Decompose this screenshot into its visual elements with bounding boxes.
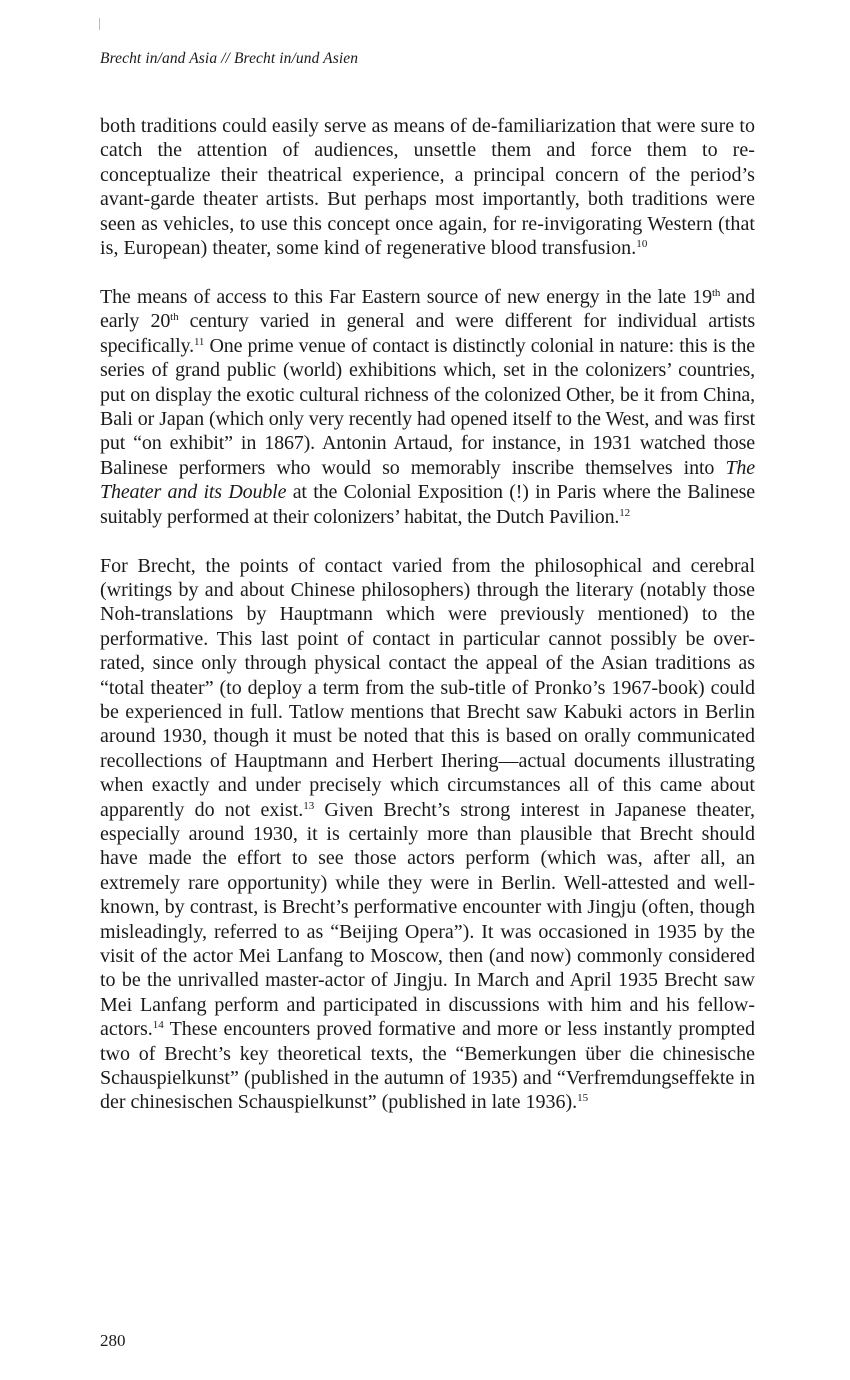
- footnote-ref: 12: [619, 506, 630, 519]
- text-run: Given Brecht’s strong interest in Japanese theater, especially around 1930, it is certainly more than plausible that Brecht should have made the effort to see those actors perform (which was, after all, an extremely rare opportunity) while they were in Berlin. Well-attested and well-known, by contrast, is Brecht’s performative encounter with Jingju (often, though misleadingly, referred to as “Beijing Opera”). It was occasioned in 1935 by the visit of the actor Mei Lanfang to Moscow, then (and now) commonly considered to be the unrivalled master-actor of Jingju. In March and April 1935 Brecht saw Mei Lanfang perform and participated in discussions with him and his fellow-actors.: [100, 798, 756, 1041]
- running-head: Brecht in/and Asia // Brecht in/und Asien: [100, 50, 359, 67]
- text-run: at the Colonial Exposition (!) in Paris where the Balinese suitably performed at their colonizers’ habitat, the Dutch Pavilion.: [100, 481, 755, 528]
- footnote-ref: 11: [193, 335, 205, 348]
- paragraph-2: [100, 285, 755, 529]
- text-run: and early 20: [100, 285, 755, 333]
- footnote-ref: 13: [303, 799, 315, 812]
- text-run: One prime venue of contact is distinctly colonial in nature: this is the series of grand public (world) exhibitions which, set in the colonizers’ countries, put on display the exotic cultural richness of the colonized Other, be it from China, Bali or Japan (which only very recently had opened itself to the West, and was first put “on exhibit” in 1867). Antonin Artaud, for instance, in 1931 watched those Balinese performers who would so memorably inscribe themselves into: [100, 334, 755, 479]
- ordinal-suffix: th: [170, 311, 179, 324]
- footnote-ref: 15: [577, 1092, 589, 1105]
- footnote-ref: 10: [636, 238, 648, 251]
- text-run: century varied in general and were different for individual artists specifically.: [100, 310, 755, 357]
- book-title: The Theater and its Double: [100, 456, 755, 504]
- ordinal-suffix: th: [711, 286, 721, 299]
- crop-mark: [99, 18, 100, 30]
- text-run: These encounters proved formative and more or less instantly prompted two of Brecht’s key theoretical texts, the “Bemerkungen über die chinesische Schauspielkunst” (published in the autumn of 1935) and “Verfremdungseffekte in der chinesischen Schauspielkunst” (published in late 1936).: [100, 1018, 755, 1114]
- page-number: 280: [100, 1331, 126, 1350]
- text-run: For Brecht, the points of contact varied from the philosophical and cerebral (writings by and about Chinese philosophers) through the literary (notably those Noh-translations by Hauptmann which were previously mentioned) to the performative. This last point of contact in particular cannot possibly be over-rated, since only through physical contact the appeal of the Asian traditions as “total theater” (to deploy a term from the sub-title of Pronko’s 1967-book) could be experienced in full. Tatlow mentions that Brecht saw Kabuki actors in Berlin around 1930, though it must be noted that this is based on orally communicated recollections of Hauptmann and Herbert Ihering—actual documents illustrating when exactly and under precisely which circumstances all of this came about apparently do not exist.: [100, 554, 755, 821]
- paragraph-1: [100, 114, 755, 260]
- paragraph-3: [100, 554, 755, 1115]
- footnote-ref: 14: [152, 1019, 164, 1032]
- text-run: both traditions could easily serve as means of de-familiarization that were sure to catch the attention of audiences, unsettle them and force them to re-conceptualize their theatrical experience, a principal concern of the period’s avant-garde theater artists. But perhaps most importantly, both traditions were seen as vehicles, to use this concept once again, for re-invigorating Western (that is, European) theater, some kind of regenerative blood transfusion.: [100, 115, 755, 260]
- body-text: [100, 114, 755, 1139]
- text-run: The means of access to this Far Eastern source of new energy in the late 19: [100, 285, 712, 308]
